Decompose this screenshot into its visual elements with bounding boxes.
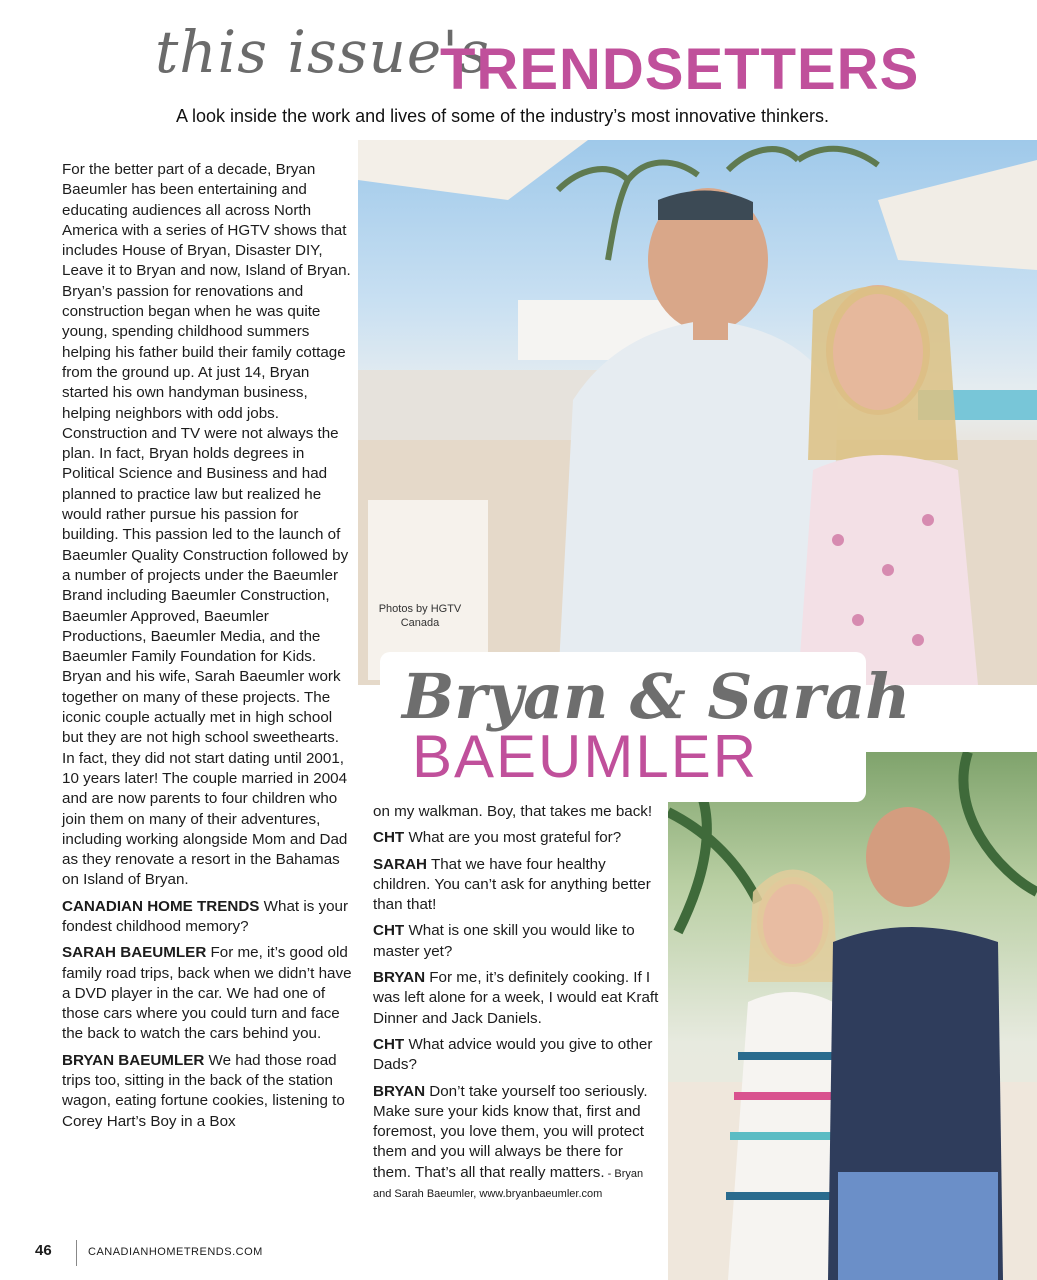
footer-divider [76,1240,77,1266]
photo-credit: Photos by HGTV Canada [378,603,462,629]
qa-paragraph: SARAH That we have four healthy children. You can’t ask for anything better than that! [373,855,651,914]
qa-paragraph: BRYAN Don’t take yourself too seriously. Make sure your kids know that, first and foremost, you love them, you will protect them and you will always be there for them. That’s all that really matters. - Bryan and Sarah Baeumler, www.bryanbaeumler.com [373,1082,648,1201]
qa-paragraph: CHT What is one skill you would like to master yet? [373,922,635,960]
intro-paragraph: For the better part of a decade, Bryan Baeumler has been entertaining and educating audiences all across North America with a series of HGTV shows that includes House of Bryan, Disaster DIY, Leave it to Bryan and now, Island of Bryan. Bryan’s passion for renovations and construction began when he was quite young, spending childhood summers helping his father build their family cottage from the ground up. At just 14, Bryan started his own handyman business, helping neighbors with odd jobs. Construction and TV were not always the plan. In fact, Bryan holds degrees in Political Science and Business and had planned to practice law but realized he would rather pursue his passion for building. This passion led to the launch of Baeumler Quality Construction followed by a number of projects under the Baeumler Brand including Baeumler Construction, Baeumler Approved, Baeumler Productions, Baeumler Media, and the Baeumler Family Foundation for Kids. Bryan and his wife, Sarah Baeumler work together on many of these projects. The iconic couple actually met in high school but they are not high school sweethearts. In fact, they did not start dating until 2001, 10 years later! The couple married in 2004 and are now parents to four children who join them on many of their adventures, including working alongside Mom and Dad as they renovate a resort in the Bahamas on Island of Bryan. [62,161,351,889]
footer-website[interactable]: CANADIANHOMETRENDS.COM [88,1246,263,1258]
continuation-paragraph: on my walkman. Boy, that takes me back! [373,803,653,820]
subtitle: A look inside the work and lives of some of the industry’s most innovative thinkers. [176,106,829,126]
page-number: 46 [35,1242,52,1259]
couple-photo-beach [668,752,1037,1280]
qa-paragraph: SARAH BAEUMLER For me, it’s good old family road trips, back when we didn’t have a DVD player in the car. We had one of those cars where you could turn and face the back to watch the cars behind you. [62,944,352,1043]
qa-paragraph: CANADIAN HOME TRENDS What is your fondest childhood memory? [62,897,349,935]
qa-paragraph: BRYAN For me, it’s definitely cooking. If I was left alone for a week, I would eat Kraft Dinner and Jack Daniels. [373,969,659,1027]
name-script: Bryan & Sarah [402,660,911,733]
name-surname: BAEUMLER [412,723,759,790]
article-column-1 [62,160,352,1138]
qa-paragraph: CHT What are you most grateful for? [373,829,622,847]
header-script-title: this issue's [155,18,490,86]
header-title: TRENDSETTERS [440,37,920,102]
qa-paragraph: CHT What advice would you give to other Dads? [373,1035,653,1074]
signoff: - Bryan and Sarah Baeumler, www.bryanbaeumler.com [373,1167,644,1201]
article-column-2 [373,802,663,1209]
qa-paragraph: BRYAN BAEUMLER We had those road trips too, sitting in the back of the station wagon, eating fortune cookies, listening to Corey Hart’s Boy in a Box [62,1051,345,1130]
